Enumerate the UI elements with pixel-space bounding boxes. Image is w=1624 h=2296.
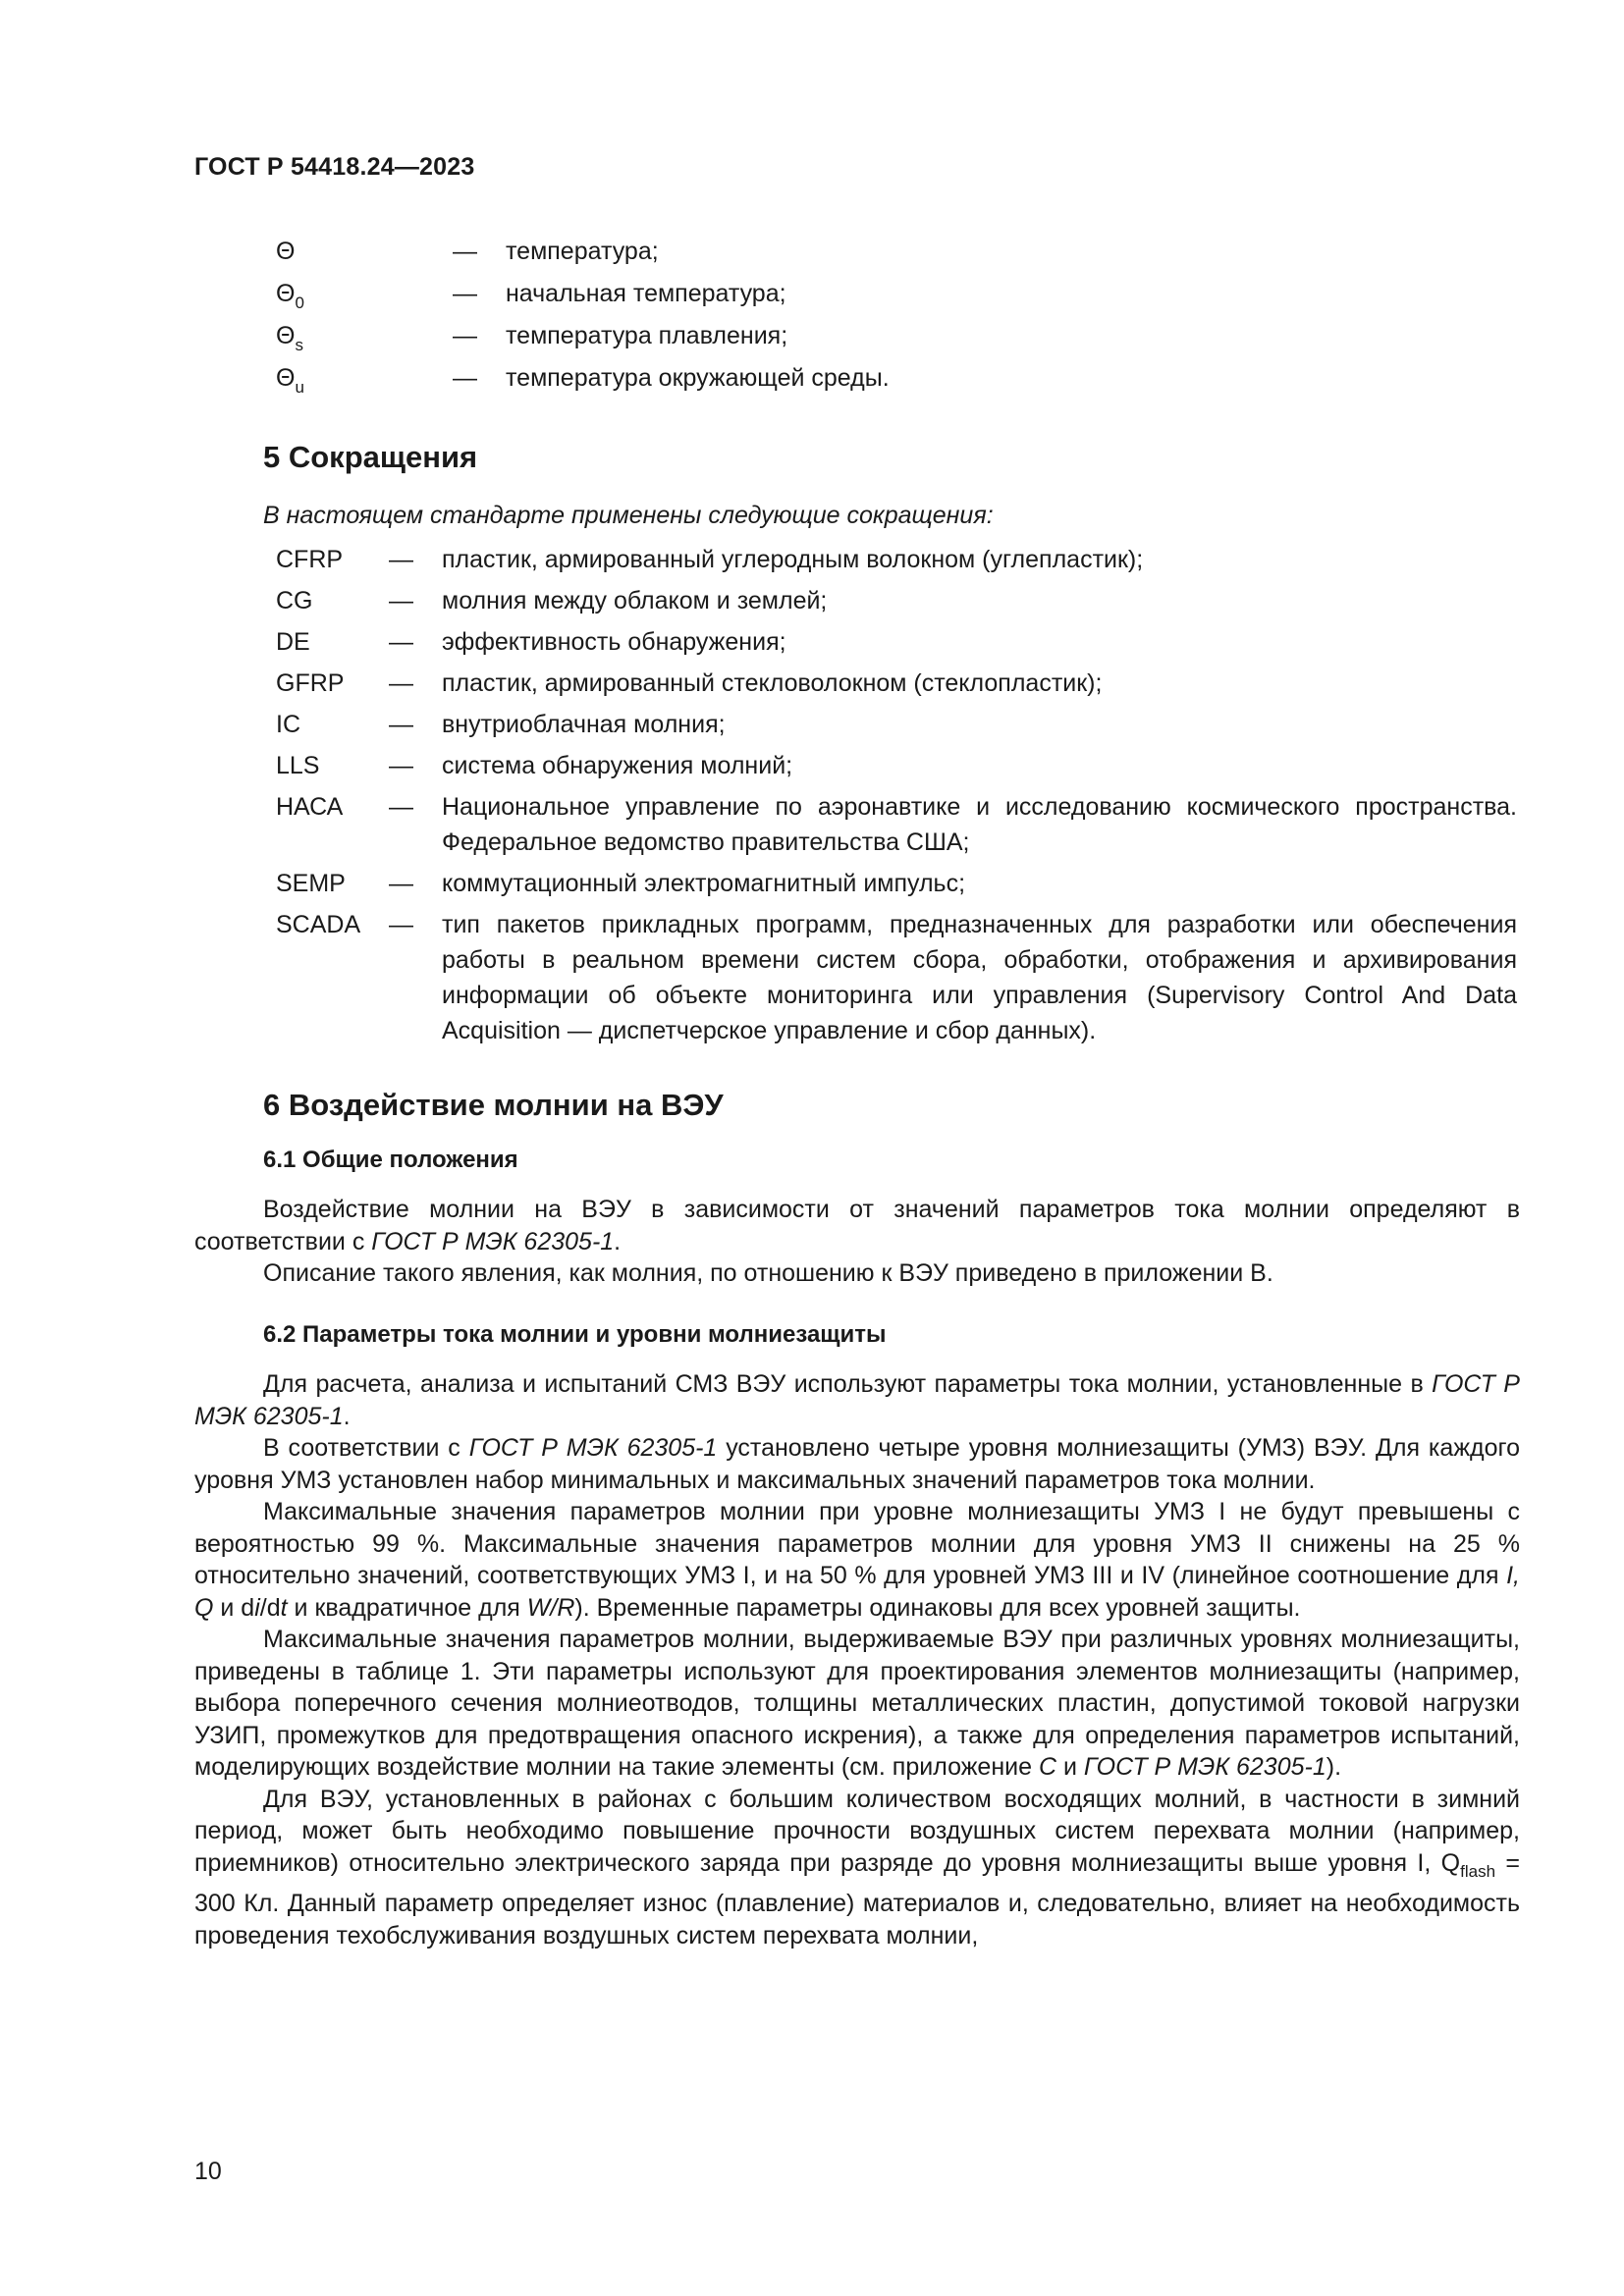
abbreviation-definition: молния между облаком и землей;: [442, 587, 828, 614]
abbreviation-definition: эффективность обнаружения;: [442, 628, 786, 656]
abbreviation-code: DE: [276, 628, 310, 656]
paragraph: В соответствии с ГОСТ Р МЭК 62305-1 установлено четыре уровня молниезащиты (УМЗ) ВЭУ. Для каждого уровня УМЗ установлен набор минимальных и максимальных значений параметров тока молнии.: [194, 1434, 1521, 1494]
abbreviation-row: [276, 666, 1517, 701]
abbreviation-row: [276, 789, 1517, 860]
abbreviation-code: CFRP: [276, 546, 344, 573]
dash: —: [453, 238, 477, 265]
abbreviation-code: LLS: [276, 752, 320, 779]
symbol-row: [276, 364, 1258, 406]
dash: —: [389, 587, 413, 614]
paragraph: Для расчета, анализа и испытаний СМЗ ВЭУ используют параметры тока молнии, установленные в ГОСТ Р МЭК 62305-1.: [194, 1370, 1520, 1430]
dash: —: [453, 322, 477, 349]
dash: —: [453, 280, 477, 307]
abbreviation-code: SCADA: [276, 911, 361, 938]
dash: —: [389, 628, 413, 656]
dash: —: [389, 711, 413, 738]
symbol: Θ: [276, 238, 296, 265]
subsection-6-2-heading: 6.2 Параметры тока молнии и уровни молниезащиты: [263, 1321, 887, 1348]
paragraph: Максимальные значения параметров молнии при уровне молниезащиты УМЗ I не будут превышены с вероятностью 99 %. Максимальные значения параметров молнии для уровня УМЗ II снижены на 25 % относительно значений, соответствующих УМЗ I, и на 50 % для уровней УМЗ III и IV (линейное соотношение для I, Q и di/dt и квадратичное для W/R). Временные параметры одинаковы для всех уровней защиты.: [194, 1498, 1520, 1622]
symbol: $\Theta_0$: [276, 280, 304, 312]
abbreviation-definition: коммутационный электромагнитный импульс;: [442, 870, 966, 897]
symbol-row: [276, 280, 1258, 322]
abbreviation-definition: тип пакетов прикладных программ, предназначенных для разработки или обеспечения работы в реальном времени систем сбора, обработки, отображения и архивирования информации об объекте мониторинга или управления (Supervisory Control And Data Acquisition — диспетчерское управление и сбор данных).: [442, 911, 1517, 1044]
subsection-6-1-body: [194, 1194, 1520, 1290]
dash: —: [389, 793, 413, 821]
standard-reference: ГОСТ Р МЭК 62305-1: [194, 1370, 1520, 1430]
paragraph: Для ВЭУ, установленных в районах с большим количеством восходящих молний, в частности в зимний период, может быть необходимо повышение прочности воздушных систем перехвата молнии (например, приемников) относительно электрического заряда при разряде до уровня молниезащиты выше уровня I, $Q_{flash} = 300$ Кл. Данный параметр определяет износ (плавление) материалов и, следовательно, влияет на необходимость проведения техобслуживания воздушных систем перехвата молнии,: [194, 1785, 1520, 1949]
document-header: ГОСТ Р 54418.24—2023: [194, 153, 475, 181]
abbreviation-row: [276, 748, 1517, 783]
symbol: $\Theta_u$: [276, 364, 304, 397]
abbreviation-code: CG: [276, 587, 313, 614]
symbol-description: температура плавления;: [506, 322, 788, 349]
abbreviation-code: НАСА: [276, 793, 344, 821]
abbreviation-row: [276, 624, 1517, 660]
symbol-row: [276, 238, 1258, 280]
abbreviation-code: SEMP: [276, 870, 346, 897]
paragraph: Описание такого явления, как молния, по отношению к ВЭУ приведено в приложении B.: [263, 1259, 1273, 1287]
dash: —: [389, 911, 413, 938]
symbol-description: температура окружающей среды.: [506, 364, 890, 392]
abbreviation-definition: система обнаружения молний;: [442, 752, 793, 779]
dash: —: [389, 870, 413, 897]
abbreviation-row: [276, 907, 1517, 1048]
abbreviation-code: GFRP: [276, 669, 345, 697]
dash: —: [453, 364, 477, 392]
dash: —: [389, 669, 413, 697]
subsection-6-2-body: [194, 1368, 1520, 1951]
abbreviation-definition: Национальное управление по аэронавтике и исследованию космического пространства. Федеральное ведомство правительства США;: [442, 793, 1517, 856]
symbol: $\Theta_s$: [276, 322, 303, 354]
abbreviation-list: [276, 542, 1517, 1054]
page-number: 10: [194, 2158, 222, 2185]
abbreviation-row: [276, 542, 1517, 577]
symbol-list: [276, 238, 1258, 406]
abbreviation-row: [276, 866, 1517, 901]
subsection-6-1-heading: 6.1 Общие положения: [263, 1147, 518, 1173]
section-6-heading: 6 Воздействие молнии на ВЭУ: [263, 1088, 724, 1122]
standard-reference: ГОСТ Р МЭК 62305-1: [468, 1434, 718, 1462]
paragraph: Воздействие молнии на ВЭУ в зависимости от значений параметров тока молнии определяют в соответствии с ГОСТ Р МЭК 62305-1.: [194, 1196, 1520, 1255]
standard-reference: ГОСТ Р МЭК 62305-1: [1083, 1753, 1326, 1781]
abbreviation-code: IC: [276, 711, 300, 738]
abbreviation-definition: пластик, армированный стекловолокном (стеклопластик);: [442, 669, 1103, 697]
standard-reference: ГОСТ Р МЭК 62305-1: [371, 1227, 615, 1255]
abbreviation-definition: пластик, армированный углеродным волокном (углепластик);: [442, 546, 1144, 573]
section-5-heading: 5 Сокращения: [263, 440, 478, 474]
dash: —: [389, 752, 413, 779]
symbol-description: начальная температура;: [506, 280, 786, 307]
symbol-description: температура;: [506, 238, 659, 265]
abbreviation-row: [276, 583, 1517, 618]
dash: —: [389, 546, 413, 573]
symbol-row: [276, 322, 1258, 364]
abbreviation-definition: внутриоблачная молния;: [442, 711, 726, 738]
paragraph: Максимальные значения параметров молнии, выдерживаемые ВЭУ при различных уровнях молниезащиты, приведены в таблице 1. Эти параметры используют для проектирования элементов молниезащиты (например, выбора поперечного сечения молниеотводов, толщины металлических пластин, допустимой токовой нагрузки УЗИП, промежутков для предотвращения опасного искрения), а также для определения параметров испытаний, моделирующих воздействие молнии на такие элементы (см. приложение C и ГОСТ Р МЭК 62305-1).: [194, 1626, 1520, 1781]
section-5-intro: В настоящем стандарте применены следующие сокращения:: [263, 502, 994, 529]
abbreviation-row: [276, 707, 1517, 742]
